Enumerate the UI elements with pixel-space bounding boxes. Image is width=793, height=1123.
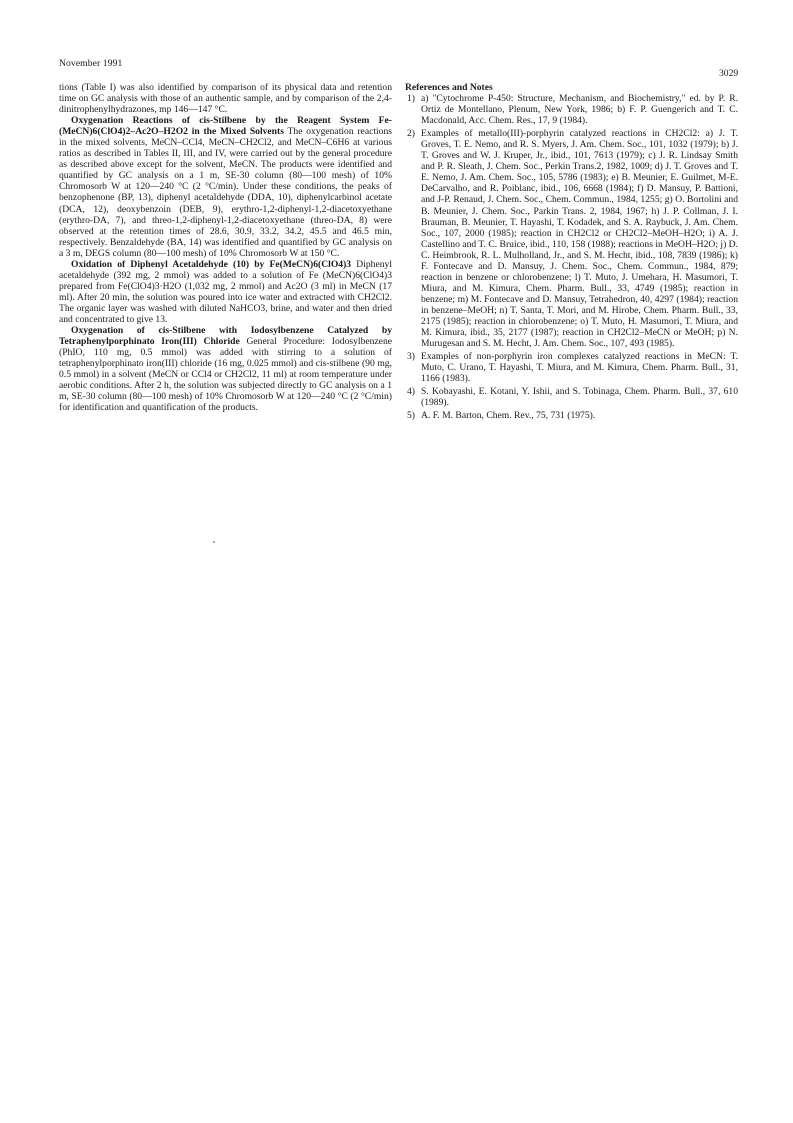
section-oxidation-diphenyl-acetaldehyde <box>59 259 392 325</box>
paragraph-continuation: tions (Table I) was also identified by comparison of its physical data and retention time on GC analysis with those of an authentic sample, and by comparison of the 2,4-dinitrophenylhydrazones, mp 146—147 °C. <box>59 82 392 116</box>
reference-number: 5) <box>407 410 415 422</box>
left-column <box>59 82 392 413</box>
reference-number: 1) <box>407 93 415 105</box>
reference-text: A. F. M. Barton, Chem. Rev., 75, 731 (1975). <box>421 410 596 422</box>
section-oxygenation-iodosylbenzene <box>59 325 392 413</box>
references-title: References and Notes <box>405 82 493 93</box>
page-number: 3029 <box>719 68 739 79</box>
reference-text: Examples of metallo(III)-porphyrin catalyzed reactions in CH2Cl2: a) J. T. Groves, T. E. Nemo, and R. S. Myers, J. Am. Chem. Soc., 101, 1032 (1979); b) J. T. Groves and W. J. Kruper, Jr., ibid., 101, 7613 (1979); c) J. R. Lindsay Smith and P. R. Sleath, J. Chem. Soc., Perkin Trans.2, 1982, 1009; d) J. T. Groves and T. E. Nemo, J. Am. Chem. Soc., 105, 5786 (1983); e) B. Meunier, E. Guilmet, M-E. DeCarvalho, and R. Poiblanc, ibid., 106, 6668 (1984); f) D. Mansuy, P. Battioni, and J-P. Renaud, J. Chem. Soc., Chem. Commun., 1984, 1255; g) O. Bortolini and B. Meunier, J. Chem. Soc., Parkin Trans. 2, 1984, 1967; h) J. P. Collman, J. I. Brauman, B. Meunier, T. Hayashi, T. Kodadek, and S. A. Raybuck, J. Am. Chem. Soc., 107, 2000 (1985); reaction in CH2Cl2 or CH2Cl2–MeOH–H2O; i) A. J. Castellino and T. C. Bruice, ibid., 110, 158 (1988); reactions in MeOH–H2O; j) D. C. Heimbrook, R. L. Mulholland, Jr., and S. M. Hecht, ibid., 108, 7839 (1986); k) F. Fontecave and D. Mansuy, J. Chem. Soc., Chem. Commun., 1984, 879; reaction in benzene or chlorobenzene; l) T. Muto, J. Umehara, H. Masumori, T. Miura, and M. Kimura, Chem. Pharm. Bull., 33, 4749 (1985); reaction in benzene; m) M. Fontecave and D. Mansuy, Tetrahedron, 40, 4297 (1984); reaction in benzene–MeOH; n) T. Santa, T. Mori, and M. Hirobe, Chem. Pharm. Bull., 33, 2175 (1985); reaction in chlorobenzene; o) T. Muto, H. Masumori, T. Miura, and M. Kimura, ibid., 35, 2177 (1987); reaction in CH2Cl2–MeCN or MeOH; p) N. Murugesan and S. M. Hecht, J. Am. Chem. Soc., 107, 493 (1985). <box>421 128 738 350</box>
running-header-date: November 1991 <box>59 58 123 69</box>
section-body: General Procedure: Iodosylbenzene (PhIO, 110 mg, 0.5 mmol) was added with stirring to a solution of tetraphenylporphinato iron(III) chloride (16 mg, 0.025 mmol) and cis-stilbene (90 mg, 0.5 mmol) in a solvent (MeCN or CCl4 or CH2Cl2, 11 ml) at room temperature under aerobic conditions. After 2 h, the solution was subjected directly to GC analysis on a 1 m, SE-30 column (80—100 mesh) of 10% Chromosorb W at 120—240 °C (2 °C/min) for identification and quantification of the products. <box>59 336 392 414</box>
section-heading: Oxygenation Reactions of cis-Stilbene by the Reagent System Fe-(MeCN)6(ClO4)2–Ac2O–H2O2 in the Mixed Solvents <box>59 115 392 138</box>
section-oxygenation-mixed-solvents <box>59 115 392 259</box>
reference-number: 2) <box>407 128 415 140</box>
section-heading: Oxygenation of cis-Stilbene with Iodosylbenzene Catalyzed by Tetraphenylporphinato Iron(III) Chloride <box>59 325 392 348</box>
reference-number: 4) <box>407 386 415 398</box>
reference-text: a) "Cytochrome P-450: Structure, Mechanism, and Biochemistry," ed. by P. R. Ortiz de Montellano, Plenum, New York, 1986; b) F. P. Guengerich and T. C. Macdonald, Acc. Chem. Res., 17, 9 (1984). <box>421 93 738 127</box>
reference-item <box>405 93 738 126</box>
reference-item <box>405 128 738 349</box>
references-list <box>405 93 738 421</box>
scan-speck <box>213 541 215 543</box>
reference-text: S. Kobayashi, E. Kotani, Y. Ishii, and S. Tobinaga, Chem. Pharm. Bull., 37, 610 (1989). <box>421 386 738 409</box>
reference-item <box>405 410 738 421</box>
section-body: Diphenyl acetaldehyde (392 mg, 2 mmol) was added to a solution of Fe (MeCN)6(ClO4)3 prepared from Fe(ClO4)3·H2O (1,032 mg, 2 mmol) and Ac2O (3 ml) in MeCN (17 ml). After 20 min, the solution was poured into ice water and extracted with CH2Cl2. The organic layer was washed with diluted NaHCO3, brine, and water and then dried and concentrated to give 13. <box>59 258 392 325</box>
reference-item <box>405 351 738 384</box>
section-body: The oxygenation reactions in the mixed solvents, MeCN–CCl4, MeCN–CH2Cl2, and MeCN–C6H6 at various ratios as described in Tables II, III, and IV, were carried out by the general procedure as described above except for the solvent, MeCN. The products were identified and quantified by GC analysis on a 1 m, SE-30 column (80—100 mesh) of 10% Chromosorb W at 120—240 °C (2 °C/min). Under these conditions, the peaks of benzophenone (BP, 13), diphenyl acetaldehyde (DDA, 10), diphenylcarbinol acetate (DCA, 12), deoxybenzoin (DEB, 9), erythro-1,2-diphenyl-1,2-diacetoxyethane (erythro-DA, 7), and threo-1,2-diphenyl-1,2-diacetoxyethane (threo-DA, 8) were observed at the retention times of 28.6, 30.9, 33.2, 34.2, 45.5 and 46.5 min, respectively. Benzaldehyde (BA, 14) was identified and quantified by GC analysis on a 3 m, DEGS column (80—100 mesh) of 10% Chromosorb W at 150 °C. <box>59 126 392 259</box>
reference-number: 3) <box>407 351 415 363</box>
reference-text: Examples of non-porphyrin iron complexes catalyzed reactions in MeCN: T. Muto, C. Urano, T. Hayashi, T. Miura, and M. Kimura, Chem. Pharm. Bull., 31, 1166 (1983). <box>421 351 738 385</box>
section-heading: Oxidation of Diphenyl Acetaldehyde (10) by Fe(MeCN)6(ClO4)3 <box>71 258 352 270</box>
references-column <box>405 82 738 421</box>
reference-item <box>405 386 738 408</box>
